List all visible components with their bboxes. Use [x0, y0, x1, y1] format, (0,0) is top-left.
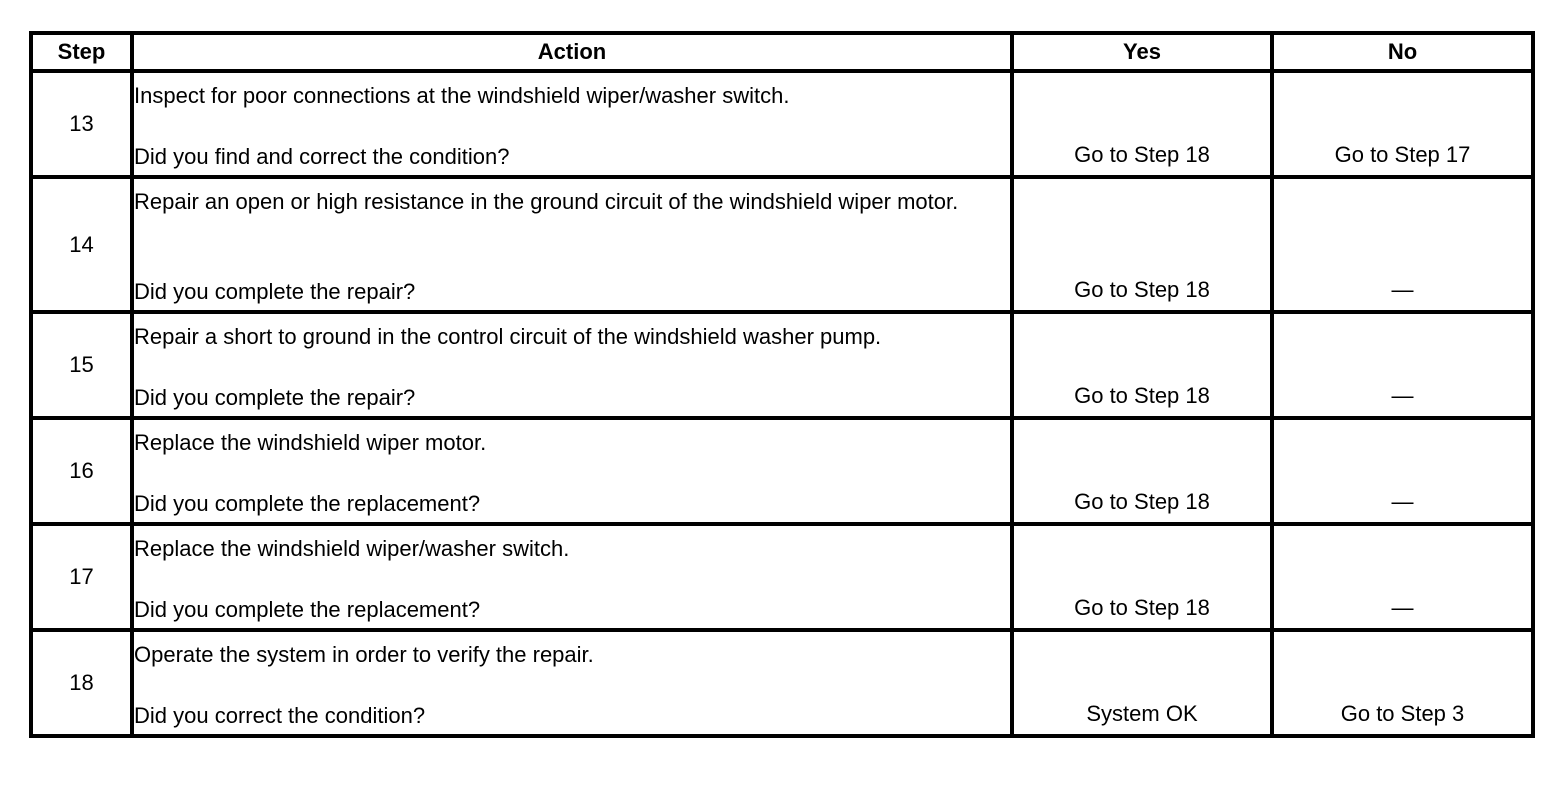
action-question: Did you complete the replacement?	[134, 491, 481, 516]
yes-answer: Go to Step 18	[1074, 142, 1210, 167]
diagnostic-table	[29, 31, 1535, 738]
table-row	[31, 177, 1533, 312]
header-no: No	[1272, 33, 1533, 71]
no-cell	[1272, 312, 1533, 418]
action-text: Replace the windshield wiper motor.	[134, 430, 487, 455]
action-question: Did you correct the condition?	[134, 703, 426, 728]
yes-cell	[1012, 177, 1272, 312]
yes-cell	[1012, 312, 1272, 418]
header-step: Step	[31, 33, 132, 71]
action-cell	[132, 524, 1012, 630]
table-header-row	[31, 33, 1533, 71]
no-answer: Go to Step 3	[1340, 701, 1465, 726]
header-yes: Yes	[1012, 33, 1272, 71]
table-row	[31, 524, 1533, 630]
action-text: Replace the windshield wiper/washer switch.	[134, 536, 570, 561]
no-cell	[1272, 177, 1533, 312]
step-number: 17	[31, 524, 132, 630]
yes-answer: Go to Step 18	[1074, 277, 1210, 302]
yes-cell	[1012, 418, 1272, 524]
yes-cell	[1012, 524, 1272, 630]
table-row	[31, 630, 1533, 736]
action-text: Repair an open or high resistance in the ground circuit of the windshield wiper motor.	[134, 189, 959, 214]
no-cell	[1272, 630, 1533, 736]
yes-answer: Go to Step 18	[1074, 595, 1210, 620]
action-question: Did you complete the repair?	[134, 279, 416, 304]
yes-cell	[1012, 71, 1272, 177]
no-answer: —	[1391, 277, 1414, 302]
action-cell	[132, 177, 1012, 312]
no-cell	[1272, 71, 1533, 177]
no-answer: —	[1391, 595, 1414, 620]
step-number: 18	[31, 630, 132, 736]
action-question: Did you complete the repair?	[134, 385, 416, 410]
diagnostic-table-container	[29, 31, 1531, 738]
no-cell	[1272, 418, 1533, 524]
table-row	[31, 312, 1533, 418]
table-row	[31, 418, 1533, 524]
no-answer: —	[1391, 489, 1414, 514]
step-number: 13	[31, 71, 132, 177]
action-question: Did you complete the replacement?	[134, 597, 481, 622]
yes-answer: Go to Step 18	[1074, 383, 1210, 408]
step-number: 16	[31, 418, 132, 524]
step-number: 15	[31, 312, 132, 418]
no-answer: —	[1391, 383, 1414, 408]
action-text: Repair a short to ground in the control circuit of the windshield washer pump.	[134, 324, 882, 349]
yes-answer: System OK	[1086, 701, 1198, 726]
action-cell	[132, 630, 1012, 736]
action-text: Inspect for poor connections at the windshield wiper/washer switch.	[134, 83, 790, 108]
no-cell	[1272, 524, 1533, 630]
action-cell	[132, 312, 1012, 418]
step-number: 14	[31, 177, 132, 312]
no-answer: Go to Step 17	[1334, 142, 1471, 167]
yes-answer: Go to Step 18	[1074, 489, 1210, 514]
action-cell	[132, 418, 1012, 524]
action-cell	[132, 71, 1012, 177]
yes-cell	[1012, 630, 1272, 736]
table-row	[31, 71, 1533, 177]
action-text: Operate the system in order to verify the repair.	[134, 642, 594, 667]
header-action: Action	[132, 33, 1012, 71]
action-question: Did you find and correct the condition?	[134, 144, 510, 169]
